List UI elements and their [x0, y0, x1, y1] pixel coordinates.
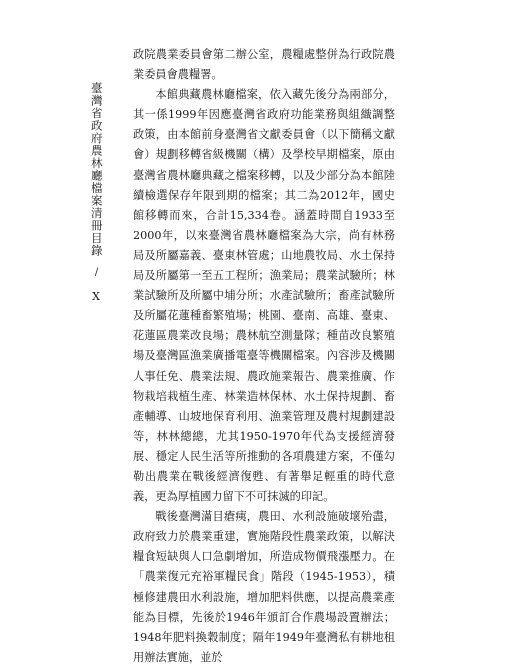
running-head-separator: /: [91, 267, 102, 278]
paragraph-continued: 政院農業委員會第二辦公室，農糧處整併為行政院農業委員會農糧署。: [133, 48, 395, 82]
paragraph-archive-collection: 本館典藏農林廳檔案，依入藏先後分為兩部分，其一係1999年因應臺灣省政府功能業務與組織調整政策，由本館前身臺灣省文獻委員會（以下簡稱文獻會）規劃移轉省級機關（構）及學校早期檔案，原由臺灣省農林廳典藏之檔案移轉，以及少部分為本館陸續檢選保存年限到期的檔案；其二為2012年，國史館移轉而來，合計15,334卷。涵蓋時間自1933至2000年，以來臺灣省農林廳檔案為大宗，尚有林務局及所屬嘉義、臺東林管處；山地農牧局、水土保持局及所屬第一至五工程所；漁業局；農業試驗所；林業試驗所及所屬中埔分所；水產試驗所；畜產試驗所及所屬花蓮種畜繁殖場；桃園、臺南、高雄、臺東、花蓮區農業改良場；農林航空測量隊；種苗改良繁殖場及臺灣區漁業廣播電臺等機關檔案。內容涉及機關人事任免、農業法規、農政施業報告、農業推廣、作物栽培栽植生產、林業造林保林、水土保持規劃、畜產輔導、山坡地保育利用、漁業管理及農村規劃建設等，林林總總，尤其1950-1970年代為支援經濟發展、穩定人民生活等所推動的各項農建方案，不僅勾勒出農業在戰後經濟復甦、有著舉足輕重的時代意義，更為厚植國力留下不可抹滅的印記。: [133, 88, 395, 504]
page-number: X: [89, 290, 103, 303]
paragraph-postwar-agriculture: 戰後臺灣滿目瘡痍，農田、水利設施破壞殆盡，政府致力於農業重建，實施階段性農業政策，以解決糧食短缺與人口急劇增加，所造成物價飛漲壓力。在「農業復元充裕軍糧民食」階段（1945-1953），積極修建農田水利設施，增加肥料供應，以提高農業產能為目標，先後於1946年頒訂合作農場設置辦法；1948年肥料換穀制度；隔年1949年臺灣私有耕地租用辦法實施，並於: [133, 510, 395, 664]
running-head-title: 臺灣省政府農林廳檔案清冊目錄: [89, 82, 104, 257]
main-text: [133, 45, 395, 668]
running-head: [86, 82, 106, 303]
